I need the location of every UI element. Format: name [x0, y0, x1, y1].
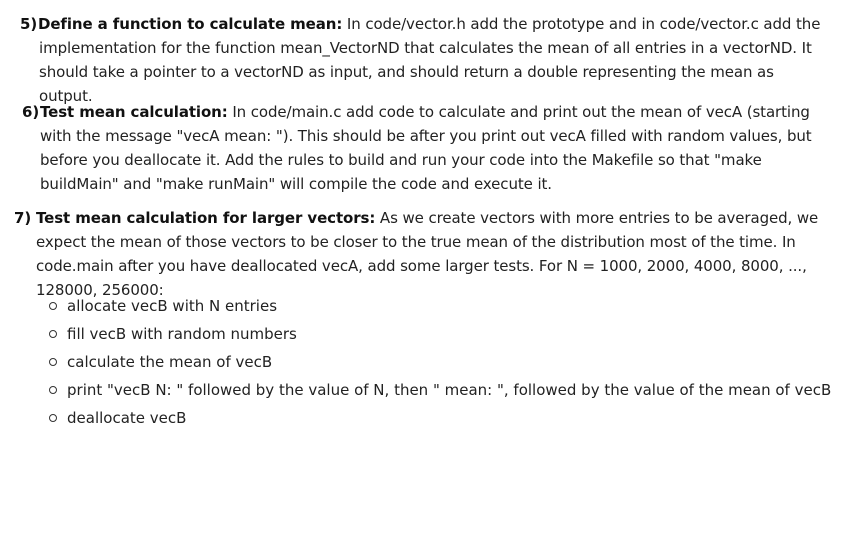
- item-body: [14, 206, 834, 302]
- circle-bullet-icon: [49, 386, 57, 394]
- sub-step-list: [48, 294, 831, 434]
- list-item-text: print "vecB N: " followed by the value of N, then " mean: ", followed by the value of the mean of vecB: [67, 381, 832, 399]
- item-text: As we create vectors with more entries to be averaged, we expect the mean of those vectors to be closer to the true mean of the distribution most of the time. In code.main after you have deallocated vecA, add some larger tests. For N = 1000, 2000, 4000, 8000, ..., 128000, 256000:: [36, 209, 819, 299]
- list-item: [48, 350, 831, 378]
- item-text: In code/vector.h add the prototype and in code/vector.c add the implementation for the function mean_VectorND that calculates the mean of all entries in a vectorND. It should take a pointer to a vectorND as input, and should return a double representing the mean as output.: [39, 15, 821, 105]
- list-item: [48, 322, 831, 350]
- list-item-text: allocate vecB with N entries: [67, 297, 278, 315]
- instruction-item-5: [20, 12, 830, 108]
- item-text: In code/main.c add code to calculate and print out the mean of vecA (starting with the message "vecA mean: "). This should be after you print out vecA filled with random values, but before you deallocate it. Add the rules to build and run your code into the Makefile so that "make buildMain" and "make runMain" will compile the code and execute it.: [40, 103, 812, 193]
- list-item-text: fill vecB with random numbers: [67, 325, 297, 343]
- item-body: [22, 100, 832, 196]
- item-body: [20, 12, 830, 108]
- item-number: 7): [14, 209, 32, 227]
- circle-bullet-icon: [49, 358, 57, 366]
- instruction-item-7: [14, 206, 834, 302]
- item-number: 6): [22, 103, 40, 121]
- list-item-text: calculate the mean of vecB: [67, 353, 273, 371]
- item-lead: Test mean calculation for larger vectors:: [36, 209, 376, 227]
- list-item: [48, 378, 831, 406]
- circle-bullet-icon: [49, 302, 57, 310]
- item-lead: Test mean calculation:: [40, 103, 228, 121]
- circle-bullet-icon: [49, 414, 57, 422]
- circle-bullet-icon: [49, 330, 57, 338]
- list-item-text: deallocate vecB: [67, 409, 187, 427]
- item-number: 5): [20, 15, 38, 33]
- instruction-item-6: [22, 100, 832, 196]
- list-item: [48, 294, 831, 322]
- list-item: [48, 406, 831, 434]
- item-lead: Define a function to calculate mean:: [38, 15, 343, 33]
